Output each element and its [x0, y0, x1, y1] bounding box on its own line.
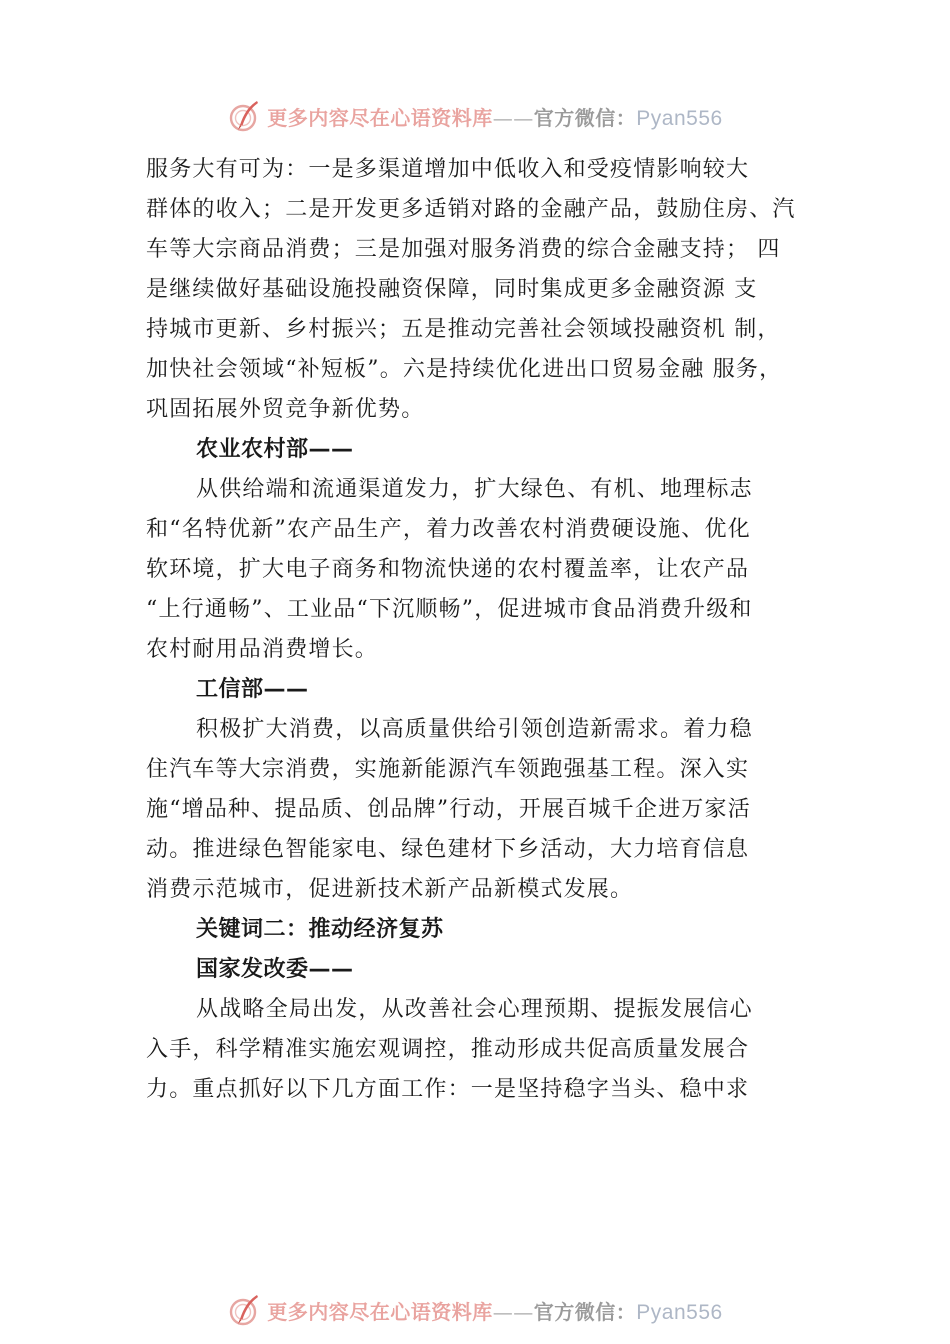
footer-watermark	[0, 1290, 950, 1330]
heading-text: 农业农村部——	[196, 437, 354, 462]
watermark-id: Pyan556	[636, 106, 723, 130]
watermark-separator: ——	[492, 1299, 534, 1324]
text-line: 从战略全局出发，从改善社会心理预期、提振发展信心	[196, 997, 753, 1022]
text-line: 力。重点抓好以下几方面工作：一是坚持稳字当头、稳中求	[146, 1077, 750, 1102]
quill-logo-icon	[227, 1292, 263, 1328]
text-line: 入手，科学精准实施宏观调控，推动形成共促高质量发展合	[146, 1037, 750, 1062]
text-line: 消费示范城市，促进新技术新产品新模式发展。	[146, 877, 634, 902]
paragraph	[146, 150, 836, 430]
watermark-id: Pyan556	[636, 1300, 723, 1324]
document-body	[146, 150, 836, 1110]
text-line: 和“名特优新”农产品生产，着力改善农村消费硬设施、优化	[146, 517, 751, 542]
text-line: 持城市更新、乡村振兴；五是推动完善社会领域投融资机 制，	[146, 317, 781, 342]
watermark-label: 官方微信：	[533, 1299, 637, 1324]
text-line: 从供给端和流通渠道发力，扩大绿色、有机、地理标志	[196, 477, 753, 502]
text-line: 服务大有可为：一是多渠道增加中低收入和受疫情影响较大	[146, 157, 750, 182]
text-line: “上行通畅”、工业品“下沉顺畅”，促进城市食品消费升级和	[146, 597, 753, 622]
heading-text: 国家发改委——	[196, 957, 354, 982]
section-heading	[146, 670, 836, 710]
watermark-separator: ——	[492, 105, 534, 130]
heading-text: 关键词二：推动经济复苏	[196, 917, 444, 942]
text-line: 农村耐用品消费增长。	[146, 637, 379, 662]
watermark-text	[267, 102, 722, 131]
watermark-brand: 更多内容尽在心语资料库	[267, 1299, 493, 1324]
paragraph	[146, 710, 836, 910]
section-heading	[146, 950, 836, 990]
text-line: 施“增品种、提品质、创品牌”行动，开展百城千企进万家活	[146, 797, 751, 822]
watermark-label: 官方微信：	[533, 105, 637, 130]
quill-logo-icon	[227, 98, 263, 134]
watermark-brand: 更多内容尽在心语资料库	[267, 105, 493, 130]
text-line: 巩固拓展外贸竞争新优势。	[146, 397, 425, 422]
text-line: 住汽车等大宗消费，实施新能源汽车领跑强基工程。深入实	[146, 757, 750, 782]
text-line: 动。推进绿色智能家电、绿色建材下乡活动，大力培育信息	[146, 837, 750, 862]
text-line: 软环境，扩大电子商务和物流快递的农村覆盖率，让农产品	[146, 557, 750, 582]
section-heading	[146, 430, 836, 470]
heading-text: 工信部——	[196, 677, 309, 702]
watermark-text	[267, 1296, 722, 1325]
paragraph	[146, 990, 836, 1110]
paragraph	[146, 470, 836, 670]
text-line: 积极扩大消费，以高质量供给引领创造新需求。着力稳	[196, 717, 753, 742]
header-watermark	[0, 96, 950, 136]
section-heading	[146, 910, 836, 950]
text-line: 是继续做好基础设施投融资保障，同时集成更多金融资源 支	[146, 277, 758, 302]
text-line: 加快社会领域“补短板”。六是持续优化进出口贸易金融 服务，	[146, 357, 783, 382]
text-line: 车等大宗商品消费；三是加强对服务消费的综合金融支持； 四	[146, 237, 781, 262]
text-line: 群体的收入；二是开发更多适销对路的金融产品，鼓励住房、汽	[146, 197, 796, 222]
